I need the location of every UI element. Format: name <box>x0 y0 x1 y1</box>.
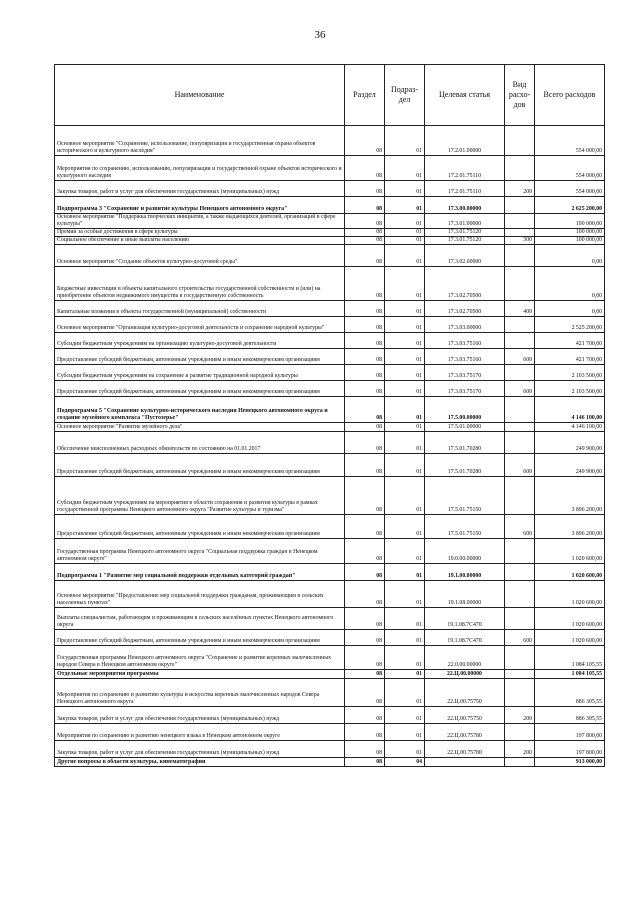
row-kind <box>505 317 535 333</box>
row-amount: 4 146 100,00 <box>535 397 605 423</box>
row-section: 08 <box>345 181 385 197</box>
row-subsection: 01 <box>385 126 425 156</box>
row-amount: 1 020 600,00 <box>535 581 605 608</box>
row-target: 17.2.01.75110 <box>425 156 505 181</box>
table-row <box>55 724 605 741</box>
row-section: 08 <box>345 515 385 539</box>
row-kind <box>505 267 535 301</box>
table-row <box>55 349 605 365</box>
table-row <box>55 237 605 245</box>
row-target: 19.1.08.00000 <box>425 581 505 608</box>
row-subsection: 01 <box>385 237 425 245</box>
row-name: Субсидии бюджетным учреждениям на сохранение и развитие традиционной народной культуры <box>55 365 345 381</box>
row-section: 08 <box>345 581 385 608</box>
row-subsection: 01 <box>385 365 425 381</box>
row-section: 08 <box>345 477 385 515</box>
row-amount: 554 000,00 <box>535 156 605 181</box>
row-subsection: 01 <box>385 156 425 181</box>
row-kind <box>505 758 535 767</box>
row-section: 08 <box>345 724 385 741</box>
row-subsection: 01 <box>385 630 425 646</box>
row-target: 17.3.03.75160 <box>425 349 505 365</box>
row-subsection: 01 <box>385 181 425 197</box>
row-amount: 100 000,00 <box>535 229 605 237</box>
row-subsection: 01 <box>385 317 425 333</box>
row-subsection: 01 <box>385 333 425 349</box>
row-kind: 200 <box>505 707 535 724</box>
row-target: 17.2.01.75110 <box>425 181 505 197</box>
table-row <box>55 741 605 758</box>
table-row <box>55 126 605 156</box>
row-subsection: 01 <box>385 564 425 581</box>
row-amount: 1 020 600,00 <box>535 608 605 630</box>
row-section: 08 <box>345 156 385 181</box>
row-target: 17.3.01.00000 <box>425 214 505 229</box>
row-name: Основное мероприятие "Организация культурно-досуговой деятельности и сохранение народной культуры" <box>55 317 345 333</box>
table-row <box>55 515 605 539</box>
row-subsection: 01 <box>385 397 425 423</box>
row-name: Государственная программа Ненецкого автономного округа "Сохранение и развитие коренных малочисленных народов Севера в Ненецком автономном округе" <box>55 646 345 670</box>
row-target: 22.Ц.00.00000 <box>425 670 505 679</box>
row-target: 17.5.01.70280 <box>425 454 505 477</box>
table-row <box>55 630 605 646</box>
row-subsection: 01 <box>385 707 425 724</box>
row-name: Мероприятия по сохранению и развитию культуры и искусства коренных малочисленных народов Севера Ненецкого автономного округа <box>55 679 345 707</box>
row-name: Предоставление субсидий бюджетным, автономным учреждениям и иным некоммерческим организациям <box>55 515 345 539</box>
row-subsection: 01 <box>385 724 425 741</box>
row-amount: 2 103 500,00 <box>535 365 605 381</box>
table-row <box>55 679 605 707</box>
row-section: 08 <box>345 707 385 724</box>
row-name: Отдельные мероприятия программы <box>55 670 345 679</box>
row-subsection: 01 <box>385 454 425 477</box>
row-subsection: 01 <box>385 608 425 630</box>
table-row <box>55 181 605 197</box>
row-kind <box>505 539 535 564</box>
row-kind <box>505 423 535 432</box>
table-row <box>55 477 605 515</box>
row-amount: 100 000,00 <box>535 214 605 229</box>
row-kind <box>505 245 535 267</box>
row-kind <box>505 333 535 349</box>
row-name: Обеспечение неисполненных расходных обязательств по состоянию на 01.01.2017 <box>55 432 345 454</box>
row-subsection: 01 <box>385 301 425 317</box>
row-name: Подпрограмма 1 "Развитие мер социальной поддержки отдельных категорий граждан" <box>55 564 345 581</box>
row-name: Основное мероприятие "Предоставление мер социальной поддержки гражданам, проживающим в сельских населенных пунктах" <box>55 581 345 608</box>
page-number: 36 <box>314 29 326 41</box>
row-target: 17.3.03.75160 <box>425 333 505 349</box>
row-name: Мероприятия по сохранению и развитию ненецкого языка в Ненецком автономном округе <box>55 724 345 741</box>
row-kind <box>505 581 535 608</box>
header-target: Целевая статья <box>425 65 505 126</box>
row-section: 08 <box>345 381 385 397</box>
row-name: Подпрограмма 5 "Сохранение культурно-исторического наследия Ненецкого автономного округа и создание музейного комплекса "Пустозерье" <box>55 397 345 423</box>
table-row <box>55 229 605 237</box>
row-target: 17.3.02.70500 <box>425 301 505 317</box>
row-target: 22.Ц.00.75780 <box>425 741 505 758</box>
row-amount: 421 700,00 <box>535 333 605 349</box>
row-name: Премии за особые достижения в сфере культуры <box>55 229 345 237</box>
row-kind <box>505 229 535 237</box>
row-section: 08 <box>345 630 385 646</box>
row-subsection: 01 <box>385 197 425 214</box>
row-kind: 200 <box>505 741 535 758</box>
table-body <box>55 126 605 767</box>
row-name: Основное мероприятие "Развитие музейного дела" <box>55 423 345 432</box>
row-amount: 886 305,55 <box>535 707 605 724</box>
row-amount: 554 000,00 <box>535 126 605 156</box>
row-section: 08 <box>345 317 385 333</box>
row-amount: 0,00 <box>535 245 605 267</box>
header-kind: Вид расхо-дов <box>505 65 535 126</box>
row-name: Субсидии бюджетным учреждениям на организацию культурно-досуговой деятельности <box>55 333 345 349</box>
row-target: 17.3.02.00000 <box>425 245 505 267</box>
table-row <box>55 214 605 229</box>
row-amount: 913 000,00 <box>535 758 605 767</box>
row-section: 08 <box>345 608 385 630</box>
row-name: Бюджетные инвестиции в объекты капитального строительства государственной собственности и (или) на приобретение объектов недвижимого имущества в государственную собственность <box>55 267 345 301</box>
table-row <box>55 423 605 432</box>
row-target: 19.1.00.00000 <box>425 564 505 581</box>
row-amount: 1 084 105,55 <box>535 646 605 670</box>
row-name: Закупка товаров, работ и услуг для обеспечения государственных (муниципальных) нужд <box>55 741 345 758</box>
row-name: Предоставление субсидий бюджетным, автономным учреждениям и иным некоммерческим организациям <box>55 454 345 477</box>
row-kind: 200 <box>505 181 535 197</box>
table-row <box>55 454 605 477</box>
row-subsection: 01 <box>385 349 425 365</box>
table-row <box>55 156 605 181</box>
row-name: Основное мероприятие "Сохранение, использование, популяризация и государственная охрана объектов исторического и культурного наследия" <box>55 126 345 156</box>
row-subsection: 01 <box>385 515 425 539</box>
row-amount: 0,00 <box>535 267 605 301</box>
row-target <box>425 758 505 767</box>
row-kind: 600 <box>505 349 535 365</box>
row-kind <box>505 646 535 670</box>
row-subsection: 01 <box>385 432 425 454</box>
row-name: Мероприятия по сохранению, использованию, популяризации и государственной охране объектов исторического и культурного наследия <box>55 156 345 181</box>
row-kind <box>505 197 535 214</box>
row-amount: 100 000,00 <box>535 237 605 245</box>
table-row <box>55 646 605 670</box>
row-name: Основное мероприятие "Поддержка творческих инициатив, а также выдающихся деятелей, организаций в сфере культуры" <box>55 214 345 229</box>
table-row <box>55 581 605 608</box>
table-row <box>55 197 605 214</box>
row-target: 19.0.00.00000 <box>425 539 505 564</box>
row-kind: 400 <box>505 301 535 317</box>
row-subsection: 01 <box>385 229 425 237</box>
row-kind <box>505 608 535 630</box>
row-subsection: 01 <box>385 214 425 229</box>
row-name: Предоставление субсидий бюджетным, автономным учреждениям и иным некоммерческим организациям <box>55 630 345 646</box>
table-header-row <box>55 65 605 126</box>
row-target: 17.5.01.00000 <box>425 423 505 432</box>
row-subsection: 01 <box>385 381 425 397</box>
row-section: 08 <box>345 758 385 767</box>
row-target: 22.Ц.00.75750 <box>425 707 505 724</box>
row-kind <box>505 397 535 423</box>
row-amount: 197 800,00 <box>535 741 605 758</box>
row-target: 17.3.01.75120 <box>425 229 505 237</box>
row-kind: 300 <box>505 237 535 245</box>
row-section: 08 <box>345 432 385 454</box>
row-name: Закупка товаров, работ и услуг для обеспечения государственных (муниципальных) нужд <box>55 181 345 197</box>
row-section: 08 <box>345 741 385 758</box>
row-section: 08 <box>345 301 385 317</box>
row-kind <box>505 564 535 581</box>
row-kind <box>505 365 535 381</box>
row-target: 22.Ц.00.75780 <box>425 724 505 741</box>
table-row <box>55 670 605 679</box>
header-subsection: Подраз-дел <box>385 65 425 126</box>
row-name: Подпрограмма 3 "Сохранение и развитие культуры Ненецкого автономного округа" <box>55 197 345 214</box>
row-subsection: 01 <box>385 245 425 267</box>
table-row <box>55 397 605 423</box>
header-amount: Всего расходов <box>535 65 605 126</box>
row-kind <box>505 670 535 679</box>
row-name: Субсидии бюджетным учреждениям на мероприятия в области сохранения и развития культуры в рамках государственной программы Ненецкого автономного округа "Развитие культуры и туризма" <box>55 477 345 515</box>
row-kind <box>505 214 535 229</box>
row-target: 17.3.01.75120 <box>425 237 505 245</box>
row-amount: 1 020 600,00 <box>535 630 605 646</box>
row-section: 08 <box>345 333 385 349</box>
table-row <box>55 301 605 317</box>
row-target: 17.3.03.00000 <box>425 317 505 333</box>
row-amount: 4 146 100,00 <box>535 423 605 432</box>
row-target: 17.3.00.00000 <box>425 197 505 214</box>
row-kind <box>505 156 535 181</box>
row-subsection: 01 <box>385 741 425 758</box>
row-target: 22.0.00.00000 <box>425 646 505 670</box>
row-amount: 2 525 200,00 <box>535 317 605 333</box>
row-section: 08 <box>345 267 385 301</box>
row-amount: 554 000,00 <box>535 181 605 197</box>
row-kind: 600 <box>505 630 535 646</box>
row-amount: 2 625 200,00 <box>535 197 605 214</box>
budget-table <box>54 64 605 767</box>
row-name: Основное мероприятие "Создание объектов культурно-досуговой среды" <box>55 245 345 267</box>
row-subsection: 01 <box>385 646 425 670</box>
row-amount: 3 896 200,00 <box>535 515 605 539</box>
row-section: 08 <box>345 229 385 237</box>
row-name: Капитальные вложения в объекты государственной (муниципальной) собственности <box>55 301 345 317</box>
row-section: 08 <box>345 397 385 423</box>
row-section: 08 <box>345 679 385 707</box>
row-section: 08 <box>345 454 385 477</box>
row-amount: 249 900,00 <box>535 432 605 454</box>
row-section: 08 <box>345 237 385 245</box>
table-row <box>55 333 605 349</box>
row-target: 19.1.08.7С470 <box>425 608 505 630</box>
row-amount: 249 900,00 <box>535 454 605 477</box>
row-section: 08 <box>345 564 385 581</box>
row-section: 08 <box>345 539 385 564</box>
row-kind <box>505 724 535 741</box>
row-section: 08 <box>345 214 385 229</box>
row-kind <box>505 432 535 454</box>
row-amount: 0,00 <box>535 301 605 317</box>
row-amount: 1 020 600,00 <box>535 564 605 581</box>
row-name: Предоставление субсидий бюджетным, автономным учреждениям и иным некоммерческим организациям <box>55 349 345 365</box>
row-amount: 2 103 500,00 <box>535 381 605 397</box>
row-section: 08 <box>345 670 385 679</box>
row-amount: 1 084 105,55 <box>535 670 605 679</box>
row-target: 17.2.01.00000 <box>425 126 505 156</box>
row-subsection: 01 <box>385 679 425 707</box>
row-amount: 1 020 600,00 <box>535 539 605 564</box>
table-row <box>55 317 605 333</box>
row-kind <box>505 679 535 707</box>
row-target: 17.5.01.75150 <box>425 515 505 539</box>
row-target: 17.3.02.70500 <box>425 267 505 301</box>
row-name: Закупка товаров, работ и услуг для обеспечения государственных (муниципальных) нужд <box>55 707 345 724</box>
row-subsection: 01 <box>385 267 425 301</box>
row-kind <box>505 477 535 515</box>
header-name: Наименование <box>55 65 345 126</box>
table-row <box>55 707 605 724</box>
row-section: 08 <box>345 365 385 381</box>
row-name: Другие вопросы в области культуры, кинематографии <box>55 758 345 767</box>
table-row <box>55 365 605 381</box>
row-subsection: 01 <box>385 581 425 608</box>
row-name: Социальное обеспечение и иные выплаты населению <box>55 237 345 245</box>
row-amount: 886 305,55 <box>535 679 605 707</box>
row-amount: 197 800,00 <box>535 724 605 741</box>
row-section: 08 <box>345 197 385 214</box>
row-subsection: 01 <box>385 670 425 679</box>
table-row <box>55 539 605 564</box>
row-amount: 421 700,00 <box>535 349 605 365</box>
row-target: 19.1.08.7С470 <box>425 630 505 646</box>
table-row <box>55 267 605 301</box>
row-kind: 600 <box>505 454 535 477</box>
table-row <box>55 608 605 630</box>
row-amount: 3 896 200,00 <box>535 477 605 515</box>
row-target: 17.5.01.70280 <box>425 432 505 454</box>
row-section: 08 <box>345 423 385 432</box>
row-target: 17.5.00.00000 <box>425 397 505 423</box>
row-subsection: 01 <box>385 423 425 432</box>
row-section: 08 <box>345 646 385 670</box>
row-section: 08 <box>345 245 385 267</box>
row-target: 17.3.03.75170 <box>425 381 505 397</box>
row-name: Предоставление субсидий бюджетным, автономным учреждениям и иным некоммерческим организациям <box>55 381 345 397</box>
row-target: 17.3.03.75170 <box>425 365 505 381</box>
row-subsection: 01 <box>385 477 425 515</box>
row-kind: 600 <box>505 515 535 539</box>
table-row <box>55 245 605 267</box>
table-row <box>55 381 605 397</box>
row-name: Выплаты специалистам, работающим и проживающим в сельских населённых пунктах Ненецкого автономного округа <box>55 608 345 630</box>
row-subsection: 04 <box>385 758 425 767</box>
table-row <box>55 432 605 454</box>
row-section: 08 <box>345 126 385 156</box>
row-kind <box>505 126 535 156</box>
row-target: 17.5.01.75150 <box>425 477 505 515</box>
row-section: 08 <box>345 349 385 365</box>
row-name: Государственная программа Ненецкого автономного округа "Социальная поддержка граждан в Ненецком автономном округе" <box>55 539 345 564</box>
row-target: 22.Ц.00.75750 <box>425 679 505 707</box>
table-row <box>55 564 605 581</box>
row-subsection: 01 <box>385 539 425 564</box>
header-section: Раздел <box>345 65 385 126</box>
table-row <box>55 758 605 767</box>
row-kind: 600 <box>505 381 535 397</box>
